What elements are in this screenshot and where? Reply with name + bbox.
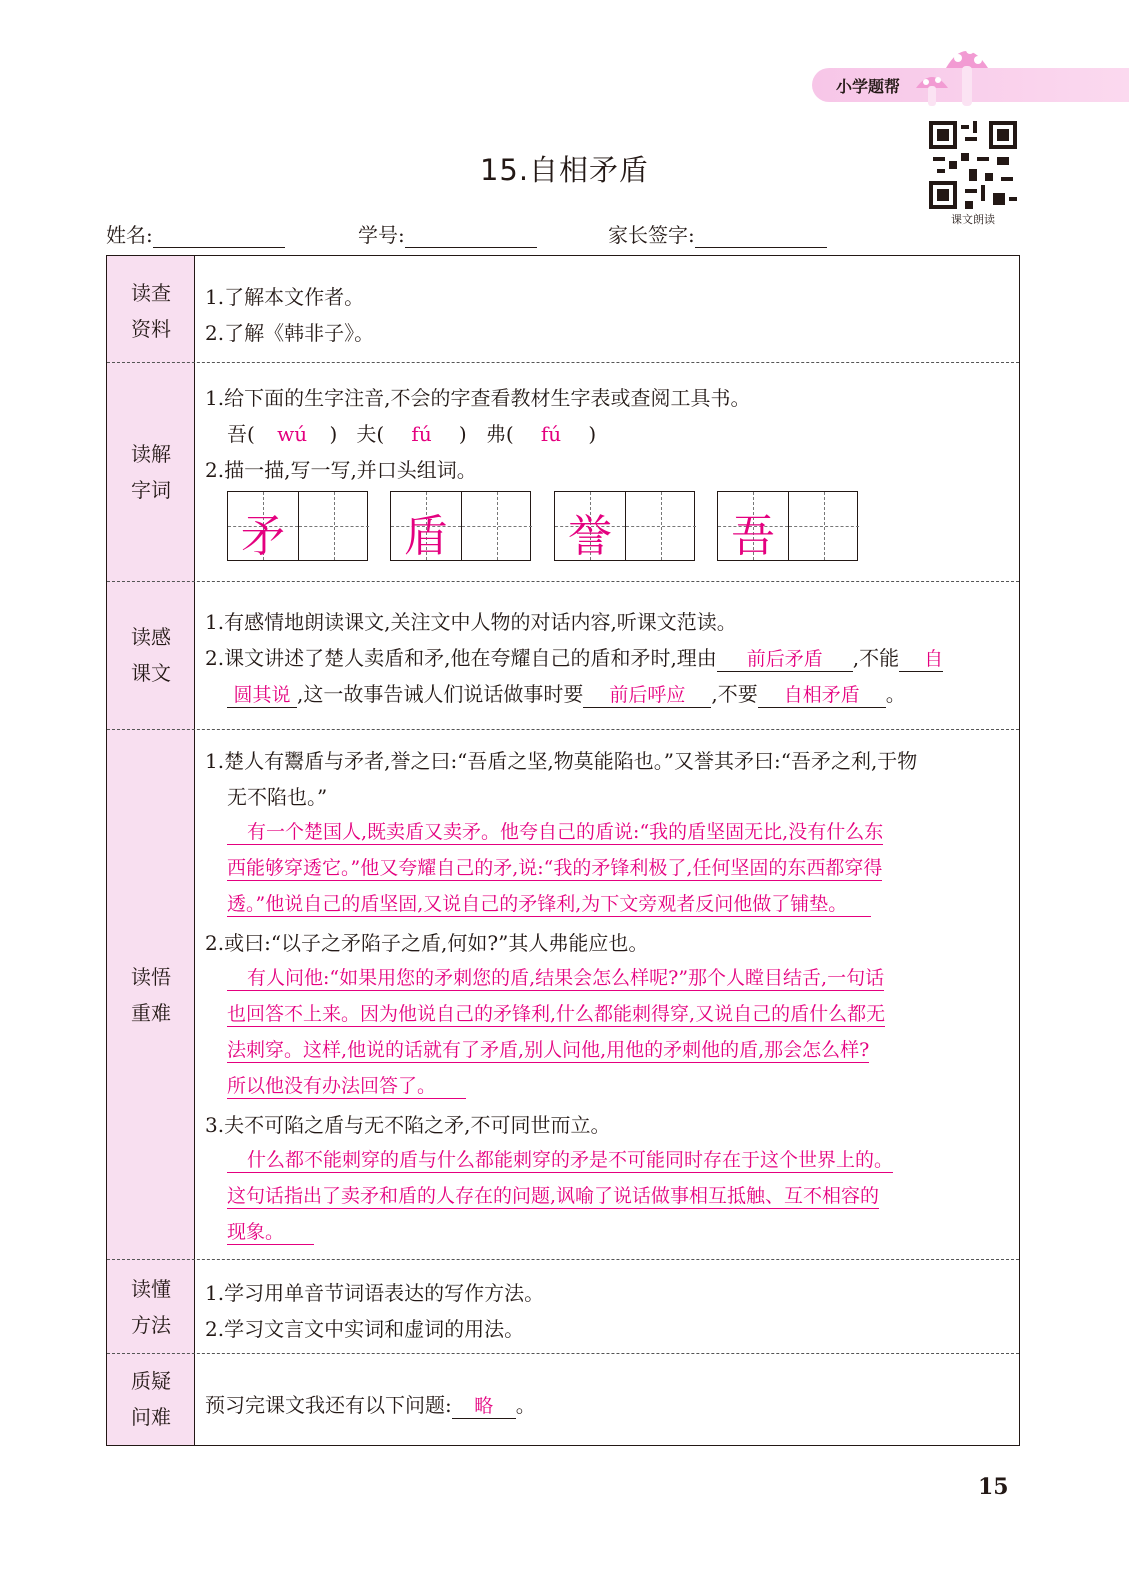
answer-blank[interactable]: 前后呼应 xyxy=(583,680,711,708)
handwritten-answer[interactable]: 这句话指出了卖矛和盾的人存在的问题,讽喻了说话做事相互抵触、互不相容的 xyxy=(227,1181,879,1209)
answer-blank[interactable]: 前后矛盾 xyxy=(717,644,853,672)
handwritten-answer[interactable]: 法刺穿。这样,他说的话就有了矛盾,别人问他,用他的矛刺他的盾,那会怎么样? xyxy=(227,1035,869,1063)
answer-blank[interactable]: 略 xyxy=(452,1391,516,1419)
task-line: 2.课文讲述了楚人卖盾和矛,他在夸耀自己的盾和矛时,理由 前后矛盾 ,不能 自 xyxy=(205,646,944,670)
traced-character: 吾 xyxy=(731,511,775,562)
pinyin-answer[interactable]: fú xyxy=(540,422,562,446)
handwritten-answer[interactable]: 透。”他说自己的盾坚固,又说自己的矛锋利,为下文旁观者反问他做了铺垫。 xyxy=(227,889,871,917)
writing-grid[interactable] xyxy=(227,491,368,561)
worksheet-table xyxy=(106,255,1020,1446)
handwritten-answer[interactable]: 有人问他:“如果用您的矛刺您的盾,结果会怎么样呢?”那个人瞠目结舌,一句话 xyxy=(227,963,884,991)
section-questions: 质疑 问难 预习完课文我还有以下问题: 略 。 xyxy=(107,1353,1019,1445)
task-line: 圆其说 ,这一故事告诫人们说话做事时要 前后呼应 ,不要 自相矛盾 。 xyxy=(227,678,906,708)
section-reading: 读感 课文 1.有感情地朗读课文,关注文中人物的对话内容,听课文范读。 2.课文讲述了楚人卖盾和矛,他在夸耀自己的盾和矛时,理由 前后矛盾 ,不能 自 圆其说 ,这一故事告诫人们说话做事时要 前后呼应 ,不要 自相矛盾 。 xyxy=(107,581,1019,730)
brand-label: 小学题帮 xyxy=(836,77,901,96)
answer-blank[interactable]: 自相矛盾 xyxy=(758,680,886,708)
student-no-field[interactable] xyxy=(358,219,537,248)
name-label: 姓名: xyxy=(106,223,153,247)
task-line: 1.了解本文作者。 xyxy=(205,285,365,309)
handwritten-answer[interactable]: 也回答不上来。因为他说自己的矛锋利,什么都能刺得穿,又说自己的盾什么都无 xyxy=(227,999,885,1027)
qr-caption: 课文朗读 xyxy=(951,213,995,226)
section-difficulties: 读悟 重难 1.楚人有鬻盾与矛者,誉之曰:“吾盾之坚,物莫能陷也。”又誉其矛曰:“吾矛之利,于物 无不陷也。” 有一个楚国人,既卖盾又卖矛。他夸自己的盾说:“我的盾坚固无比,没有什么东 西能够穿透它。”他又夸耀自己的矛,说:“我的矛锋利极了,任何坚固的东西都穿得 透。”他说自己的盾坚固,又说自己的矛锋利,为下文旁观者反问他做了铺垫。 2.或曰:“以子之矛陷子之盾,何如?”其人弗能应也。 有人问他:“如果用您的矛刺您的盾,结果会怎么样呢?”那个人瞠目结舌,一句话 也回答不上来。因为他说自己的矛锋利,什么都能刺得穿,又说自己的盾什么都无 法刺穿。这样,他说的话就有了矛盾,别人问他,用他的矛刺他的盾,那会怎么样? 所以他没有办法回答了。 3.夫不可陷之盾与无不陷之矛,不可同世而立。 什么都不能刺穿的盾与什么都能刺穿的矛是不可能同时存在于这个世界上的。 这句话指出了卖矛和盾的人存在的问题,讽喻了说话做事相互抵触、互不相容的 现象。 xyxy=(107,729,1019,1260)
task-line: 无不陷也。” xyxy=(227,785,328,809)
handwritten-answer[interactable]: 什么都不能刺穿的盾与什么都能刺穿的矛是不可能同时存在于这个世界上的。 xyxy=(227,1145,893,1173)
task-line: 2.或曰:“以子之矛陷子之盾,何如?”其人弗能应也。 xyxy=(205,931,649,955)
traced-character: 矛 xyxy=(241,511,285,562)
student-no-label: 学号: xyxy=(358,223,405,247)
task-line: 预习完课文我还有以下问题: 略 。 xyxy=(205,1393,536,1417)
section-reference: 读查 资料 1.了解本文作者。 2.了解《韩非子》。 xyxy=(107,256,1019,363)
writing-grid[interactable] xyxy=(390,491,531,561)
mushroom-icon xyxy=(912,38,1008,110)
task-line: 1.有感情地朗读课文,关注文中人物的对话内容,听课文范读。 xyxy=(205,610,737,634)
handwritten-answer[interactable]: 西能够穿透它。”他又夸耀自己的矛,说:“我的矛锋利极了,任何坚固的东西都穿得 xyxy=(227,853,882,881)
pinyin-answer[interactable]: wú xyxy=(277,422,308,446)
section-label: 读查 xyxy=(131,281,171,305)
task-line: 1.给下面的生字注音,不会的字查看教材生字表或查阅工具书。 xyxy=(205,386,751,410)
page-number: 15 xyxy=(978,1474,1009,1500)
writing-grid[interactable] xyxy=(554,491,695,561)
parent-sign-label: 家长签字: xyxy=(608,223,695,247)
section-label: 读懂 xyxy=(131,1277,171,1301)
handwritten-answer[interactable]: 现象。 xyxy=(227,1217,314,1245)
pinyin-answer[interactable]: fú xyxy=(411,422,432,446)
traced-character: 盾 xyxy=(404,511,448,562)
writing-grid[interactable] xyxy=(717,491,858,561)
parent-sign-field[interactable] xyxy=(608,219,827,248)
section-vocabulary: 读解 字词 1.给下面的生字注音,不会的字查看教材生字表或查阅工具书。 吾( wú ) 夫( fú ) 弗( fú ) 2.描一描,写一写,并口头组词。 xyxy=(107,362,1019,582)
pinyin-row: 吾( wú ) 夫( fú ) 弗( fú ) xyxy=(227,422,597,446)
task-line: 3.夫不可陷之盾与无不陷之矛,不可同世而立。 xyxy=(205,1113,611,1137)
section-label: 读感 xyxy=(131,625,171,649)
section-label: 读解 xyxy=(131,442,171,466)
answer-blank[interactable]: 自 xyxy=(899,644,943,672)
traced-character: 誉 xyxy=(568,511,612,562)
handwritten-answer[interactable]: 所以他没有办法回答了。 xyxy=(227,1071,466,1099)
task-line: 1.楚人有鬻盾与矛者,誉之曰:“吾盾之坚,物莫能陷也。”又誉其矛曰:“吾矛之利,于物 xyxy=(205,749,918,773)
handwritten-answer[interactable]: 有一个楚国人,既卖盾又卖矛。他夸自己的盾说:“我的盾坚固无比,没有什么东 xyxy=(227,817,883,845)
task-line: 2.了解《韩非子》。 xyxy=(205,321,375,345)
task-line: 1.学习用单音节词语表达的写作方法。 xyxy=(205,1281,545,1305)
section-label: 读悟 xyxy=(131,965,171,989)
section-methods: 读懂 方法 1.学习用单音节词语表达的写作方法。 2.学习文言文中实词和虚词的用法。 xyxy=(107,1259,1019,1354)
task-line: 2.学习文言文中实词和虚词的用法。 xyxy=(205,1317,525,1341)
section-label: 质疑 xyxy=(131,1369,171,1393)
name-field[interactable] xyxy=(106,219,285,248)
answer-blank[interactable]: 圆其说 xyxy=(227,680,297,708)
task-line: 2.描一描,写一写,并口头组词。 xyxy=(205,458,477,482)
lesson-title: 15.自相矛盾 xyxy=(479,153,650,187)
